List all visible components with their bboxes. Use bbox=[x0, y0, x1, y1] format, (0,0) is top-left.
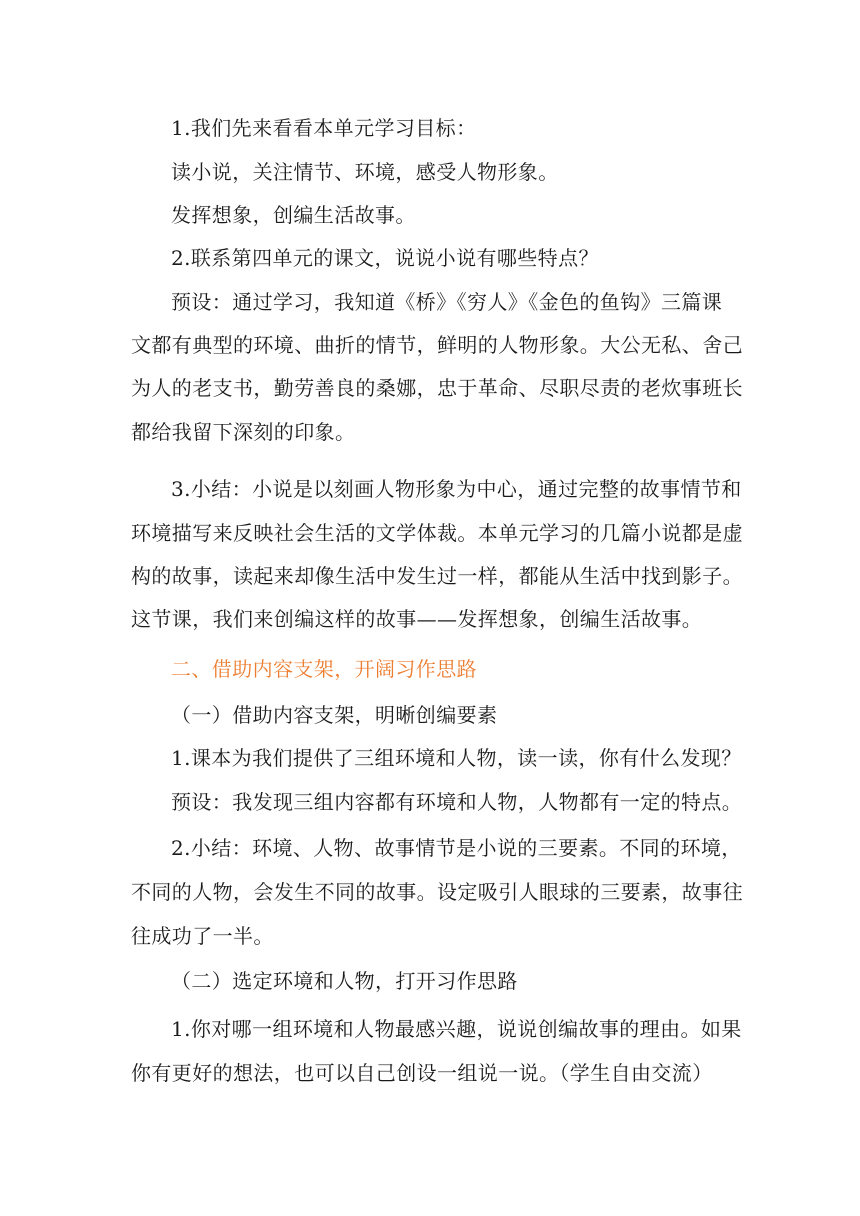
paragraph-line: 预设：通过学习，我知道《桥》《穷人》《金色的鱼钩》三篇课 bbox=[171, 290, 723, 314]
paragraph-line: 都给我留下深刻的印象。 bbox=[131, 420, 356, 444]
paragraph-line: 预设：我发现三组内容都有环境和人物，人物都有一定的特点。 bbox=[171, 790, 743, 814]
paragraph-line: 2.联系第四单元的课文，说说小说有哪些特点？ bbox=[171, 246, 599, 270]
paragraph-line: 为人的老支书，勤劳善良的桑娜，忠于革命、尽职尽责的老炊事班长 bbox=[131, 376, 743, 400]
section-heading: 二、借助内容支架，开阔习作思路 bbox=[171, 657, 477, 681]
subsection-heading: （一）借助内容支架，明晰创编要素 bbox=[171, 703, 498, 727]
paragraph-line: 3.小结：小说是以刻画人物形象为中心，通过完整的故事情节和 bbox=[171, 477, 742, 501]
paragraph-line: 构的故事，读起来却像生活中发生过一样，都能从生活中找到影子。 bbox=[131, 564, 743, 588]
paragraph-line: 这节课，我们来创编这样的故事——发挥想象，创编生活故事。 bbox=[131, 607, 703, 631]
paragraph-line: 不同的人物，会发生不同的故事。设定吸引人眼球的三要素，故事往 bbox=[131, 880, 743, 904]
paragraph-line: 往成功了一半。 bbox=[131, 924, 274, 948]
paragraph-line: 你有更好的想法，也可以自己创设一组说一说。（学生自由交流） bbox=[131, 1061, 713, 1085]
paragraph-line: 环境描写来反映社会生活的文学体裁。本单元学习的几篇小说都是虚 bbox=[131, 521, 743, 545]
paragraph-line: 2.小结：环境、人物、故事情节是小说的三要素。不同的环境， bbox=[171, 836, 742, 860]
subsection-heading: （二）选定环境和人物，打开习作思路 bbox=[171, 969, 518, 993]
paragraph-line: 1.我们先来看看本单元学习目标： bbox=[171, 116, 477, 140]
paragraph-line: 发挥想象，创编生活故事。 bbox=[171, 203, 416, 227]
paragraph-line: 读小说，关注情节、环境，感受人物形象。 bbox=[171, 160, 559, 184]
paragraph-line: 文都有典型的环境、曲折的情节，鲜明的人物形象。大公无私、舍己 bbox=[131, 333, 743, 357]
paragraph-line: 1.你对哪一组环境和人物最感兴趣，说说创编故事的理由。如果 bbox=[171, 1017, 742, 1041]
paragraph-line: 1.课本为我们提供了三组环境和人物，读一读，你有什么发现？ bbox=[171, 746, 742, 770]
